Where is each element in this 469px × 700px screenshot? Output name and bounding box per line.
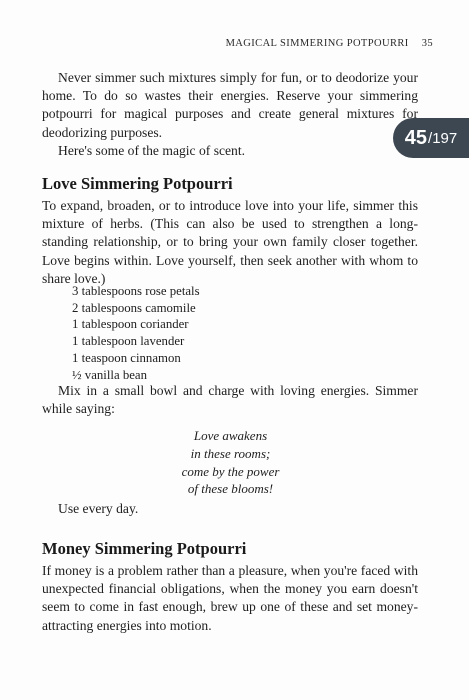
love-usage: [42, 500, 418, 518]
ingredient-item: 1 tablespoon coriander: [72, 317, 189, 332]
love-intro-paragraph: To expand, broaden, or to introduce love into your life, simmer this mixture of herbs. (This can also be used to strengthen a long-standing relationship, or to bring your own family closer together. Love begins within. Love yourself, then seek another with whom to share love.): [42, 198, 418, 286]
intro-paragraph: Never simmer such mixtures simply for fun, or to deodorize your home. To do so wastes their energies. Reserve your simmering potpourri for magical purposes and create general mixtures for deodorizing purposes.: [42, 70, 418, 140]
money-intro-paragraph: If money is a problem rather than a pleasure, when you're faced with unexpected financial obligations, when the money you earn doesn't seem to come in fast enough, brew up one of these and set money-attracting energies into motion.: [42, 563, 418, 633]
ingredient-item: ½ vanilla bean: [72, 367, 147, 382]
love-section-intro: [42, 197, 418, 288]
page-counter-separator: /: [428, 129, 433, 147]
love-section-heading: Love Simmering Potpourri: [42, 174, 233, 193]
love-instructions: [42, 382, 418, 418]
instructions-paragraph: Mix in a small bowl and charge with loving energies. Simmer while saying:: [42, 383, 418, 417]
ingredient-item: 3 tablespoons rose petals: [72, 284, 200, 298]
ingredient-item: 1 teaspoon cinnamon: [72, 350, 181, 365]
chant-line: come by the power: [181, 463, 280, 479]
chant-line: of these blooms!: [187, 481, 274, 497]
intro-paragraph: Here's some of the magic of scent.: [58, 142, 246, 158]
money-section-intro: [42, 562, 418, 635]
intro-text: [42, 69, 418, 160]
usage-paragraph: Use every day.: [58, 501, 139, 516]
page-number: 35: [421, 38, 433, 49]
money-section-heading: Money Simmering Potpourri: [42, 539, 247, 558]
ingredient-item: 1 tablespoon lavender: [72, 334, 185, 349]
ingredient-item: 2 tablespoons camomile: [72, 300, 196, 315]
page-counter-total: 197: [432, 129, 458, 147]
page-counter-current: 45: [404, 126, 428, 149]
chant-line: Love awakens: [193, 428, 268, 443]
running-head: [226, 38, 433, 49]
running-head-title: MAGICAL SIMMERING POTPOURRI: [225, 38, 409, 49]
chant-verse: [0, 427, 469, 498]
chant-line: in these rooms;: [190, 445, 271, 461]
ingredient-list: [72, 283, 200, 383]
